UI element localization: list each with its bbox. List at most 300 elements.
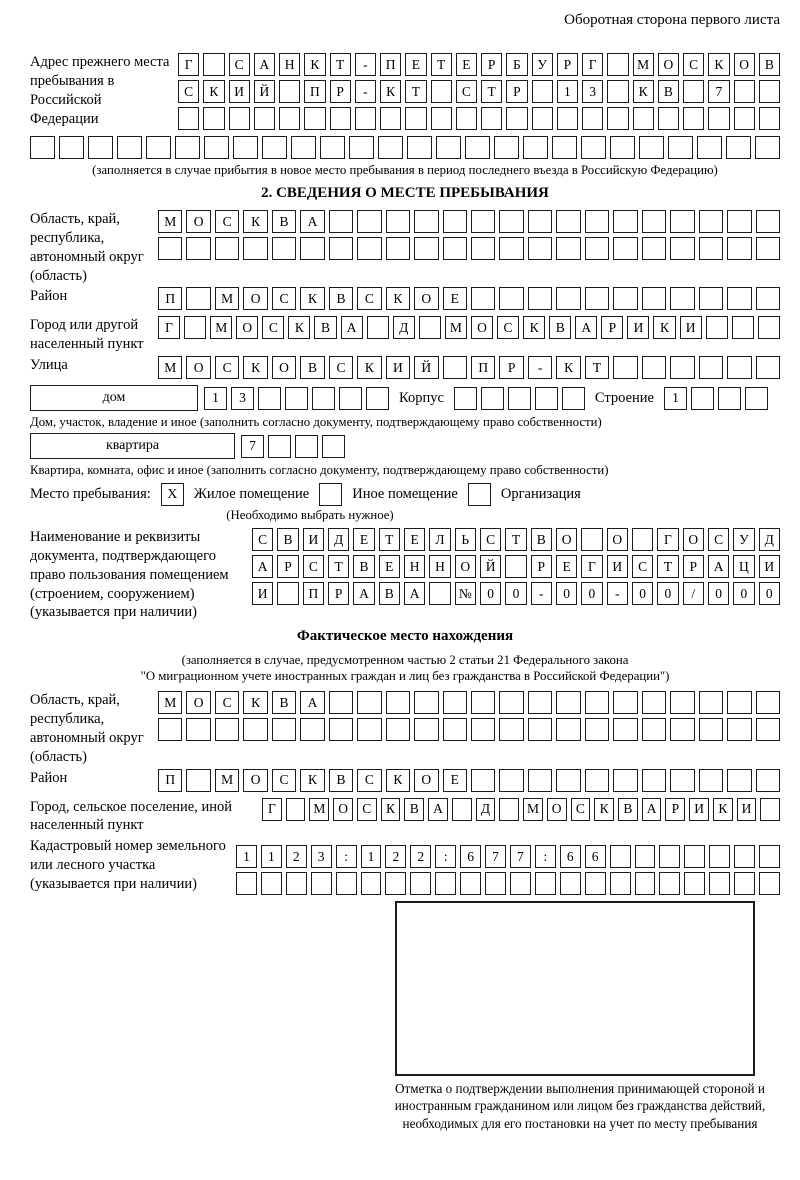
- char-cell[interactable]: О: [236, 316, 258, 339]
- char-cell[interactable]: 6: [460, 845, 481, 868]
- char-cell[interactable]: С: [497, 316, 519, 339]
- char-cell[interactable]: [756, 356, 780, 379]
- char-cell[interactable]: [610, 872, 631, 895]
- char-cell[interactable]: [357, 210, 381, 233]
- char-cell[interactable]: Е: [456, 53, 477, 76]
- char-cell[interactable]: [186, 237, 210, 260]
- char-cell[interactable]: -: [607, 582, 628, 605]
- char-cell[interactable]: Е: [404, 528, 425, 551]
- char-cell[interactable]: К: [633, 80, 654, 103]
- char-cell[interactable]: Й: [480, 555, 501, 578]
- char-cell[interactable]: К: [243, 356, 267, 379]
- char-cell[interactable]: [528, 210, 552, 233]
- char-cell[interactable]: Г: [582, 53, 603, 76]
- char-cell[interactable]: Р: [665, 798, 685, 821]
- char-cell[interactable]: [311, 872, 332, 895]
- char-cell[interactable]: А: [428, 798, 448, 821]
- char-cell[interactable]: [727, 356, 751, 379]
- char-cell[interactable]: [499, 718, 523, 741]
- char-cell[interactable]: Р: [683, 555, 704, 578]
- char-cell[interactable]: М: [210, 316, 232, 339]
- char-cell[interactable]: [485, 872, 506, 895]
- char-cell[interactable]: 3: [582, 80, 603, 103]
- char-cell[interactable]: 7: [510, 845, 531, 868]
- char-cell[interactable]: К: [523, 316, 545, 339]
- char-cell[interactable]: [727, 718, 751, 741]
- char-cell[interactable]: П: [380, 53, 401, 76]
- char-cell[interactable]: [329, 718, 353, 741]
- char-cell[interactable]: В: [618, 798, 638, 821]
- char-cell[interactable]: С: [571, 798, 591, 821]
- char-cell[interactable]: У: [532, 53, 553, 76]
- char-cell[interactable]: О: [414, 287, 438, 310]
- char-cell[interactable]: О: [607, 528, 628, 551]
- char-cell[interactable]: [613, 237, 637, 260]
- char-cell[interactable]: [759, 872, 780, 895]
- char-cell[interactable]: [635, 845, 656, 868]
- char-cell[interactable]: 1: [664, 387, 687, 410]
- char-cell[interactable]: [385, 872, 406, 895]
- char-cell[interactable]: 7: [241, 435, 264, 458]
- char-cell[interactable]: [699, 769, 723, 792]
- char-cell[interactable]: [291, 136, 316, 159]
- char-cell[interactable]: [556, 237, 580, 260]
- char-cell[interactable]: Г: [158, 316, 180, 339]
- char-cell[interactable]: [658, 107, 679, 130]
- char-cell[interactable]: [295, 435, 318, 458]
- char-cell[interactable]: А: [353, 582, 374, 605]
- char-cell[interactable]: [312, 387, 335, 410]
- char-cell[interactable]: [414, 237, 438, 260]
- char-cell[interactable]: А: [404, 582, 425, 605]
- char-cell[interactable]: [732, 316, 754, 339]
- char-cell[interactable]: [668, 136, 693, 159]
- char-cell[interactable]: [436, 136, 461, 159]
- char-cell[interactable]: Л: [429, 528, 450, 551]
- char-cell[interactable]: Г: [178, 53, 199, 76]
- char-cell[interactable]: [699, 210, 723, 233]
- char-cell[interactable]: [727, 210, 751, 233]
- char-cell[interactable]: [460, 872, 481, 895]
- char-cell[interactable]: [585, 287, 609, 310]
- char-cell[interactable]: [585, 691, 609, 714]
- char-cell[interactable]: С: [357, 769, 381, 792]
- char-cell[interactable]: Е: [443, 769, 467, 792]
- char-cell[interactable]: [535, 387, 558, 410]
- char-cell[interactable]: [414, 718, 438, 741]
- char-cell[interactable]: [59, 136, 84, 159]
- char-cell[interactable]: [759, 845, 780, 868]
- char-cell[interactable]: В: [329, 769, 353, 792]
- char-cell[interactable]: -: [531, 582, 552, 605]
- char-cell[interactable]: [734, 845, 755, 868]
- char-cell[interactable]: [642, 210, 666, 233]
- char-cell[interactable]: [357, 691, 381, 714]
- char-cell[interactable]: Й: [254, 80, 275, 103]
- char-cell[interactable]: С: [215, 210, 239, 233]
- char-cell[interactable]: [642, 769, 666, 792]
- char-cell[interactable]: С: [480, 528, 501, 551]
- char-cell[interactable]: [431, 107, 452, 130]
- char-cell[interactable]: М: [158, 356, 182, 379]
- char-cell[interactable]: Д: [393, 316, 415, 339]
- char-cell[interactable]: [499, 798, 519, 821]
- char-cell[interactable]: Т: [328, 555, 349, 578]
- char-cell[interactable]: Р: [330, 80, 351, 103]
- char-cell[interactable]: [709, 845, 730, 868]
- char-cell[interactable]: [158, 718, 182, 741]
- char-cell[interactable]: С: [708, 528, 729, 551]
- char-cell[interactable]: [699, 237, 723, 260]
- char-cell[interactable]: [585, 769, 609, 792]
- char-cell[interactable]: С: [303, 555, 324, 578]
- char-cell[interactable]: [613, 287, 637, 310]
- char-cell[interactable]: 2: [286, 845, 307, 868]
- char-cell[interactable]: 0: [505, 582, 526, 605]
- char-cell[interactable]: [471, 691, 495, 714]
- char-cell[interactable]: [236, 872, 257, 895]
- char-cell[interactable]: 0: [581, 582, 602, 605]
- char-cell[interactable]: [386, 210, 410, 233]
- char-cell[interactable]: 1: [236, 845, 257, 868]
- char-cell[interactable]: К: [381, 798, 401, 821]
- char-cell[interactable]: [268, 435, 291, 458]
- char-cell[interactable]: К: [653, 316, 675, 339]
- char-cell[interactable]: [709, 872, 730, 895]
- char-cell[interactable]: [683, 80, 704, 103]
- char-cell[interactable]: Ц: [733, 555, 754, 578]
- char-cell[interactable]: [204, 136, 229, 159]
- char-cell[interactable]: -: [355, 53, 376, 76]
- char-cell[interactable]: П: [304, 80, 325, 103]
- char-cell[interactable]: И: [737, 798, 757, 821]
- char-cell[interactable]: 3: [311, 845, 332, 868]
- char-cell[interactable]: В: [658, 80, 679, 103]
- stay-type-organization-checkbox[interactable]: [468, 483, 491, 506]
- char-cell[interactable]: В: [531, 528, 552, 551]
- char-cell[interactable]: М: [158, 210, 182, 233]
- char-cell[interactable]: 2: [385, 845, 406, 868]
- char-cell[interactable]: В: [272, 691, 296, 714]
- char-cell[interactable]: О: [734, 53, 755, 76]
- char-cell[interactable]: [355, 107, 376, 130]
- char-cell[interactable]: В: [300, 356, 324, 379]
- char-cell[interactable]: В: [404, 798, 424, 821]
- char-cell[interactable]: М: [523, 798, 543, 821]
- char-cell[interactable]: [659, 845, 680, 868]
- char-cell[interactable]: [300, 718, 324, 741]
- char-cell[interactable]: 0: [632, 582, 653, 605]
- char-cell[interactable]: [499, 210, 523, 233]
- char-cell[interactable]: 0: [733, 582, 754, 605]
- char-cell[interactable]: О: [547, 798, 567, 821]
- char-cell[interactable]: [670, 769, 694, 792]
- char-cell[interactable]: П: [158, 287, 182, 310]
- char-cell[interactable]: [552, 136, 577, 159]
- char-cell[interactable]: 2: [410, 845, 431, 868]
- char-cell[interactable]: [386, 718, 410, 741]
- char-cell[interactable]: [633, 107, 654, 130]
- char-cell[interactable]: Р: [499, 356, 523, 379]
- char-cell[interactable]: И: [759, 555, 780, 578]
- char-cell[interactable]: [419, 316, 441, 339]
- char-cell[interactable]: Т: [585, 356, 609, 379]
- char-cell[interactable]: [407, 136, 432, 159]
- char-cell[interactable]: [734, 107, 755, 130]
- char-cell[interactable]: К: [386, 769, 410, 792]
- char-cell[interactable]: М: [309, 798, 329, 821]
- char-cell[interactable]: [759, 107, 780, 130]
- char-cell[interactable]: 7: [708, 80, 729, 103]
- char-cell[interactable]: 1: [204, 387, 227, 410]
- char-cell[interactable]: [556, 718, 580, 741]
- char-cell[interactable]: К: [243, 691, 267, 714]
- char-cell[interactable]: [670, 210, 694, 233]
- char-cell[interactable]: [203, 107, 224, 130]
- char-cell[interactable]: Т: [379, 528, 400, 551]
- char-cell[interactable]: [380, 107, 401, 130]
- char-cell[interactable]: А: [575, 316, 597, 339]
- char-cell[interactable]: [585, 210, 609, 233]
- char-cell[interactable]: /: [683, 582, 704, 605]
- char-cell[interactable]: [508, 387, 531, 410]
- char-cell[interactable]: 0: [759, 582, 780, 605]
- char-cell[interactable]: С: [357, 798, 377, 821]
- char-cell[interactable]: Т: [481, 80, 502, 103]
- char-cell[interactable]: [414, 691, 438, 714]
- char-cell[interactable]: [229, 107, 250, 130]
- char-cell[interactable]: К: [386, 287, 410, 310]
- char-cell[interactable]: С: [252, 528, 273, 551]
- char-cell[interactable]: Е: [443, 287, 467, 310]
- char-cell[interactable]: [613, 356, 637, 379]
- char-cell[interactable]: Р: [277, 555, 298, 578]
- char-cell[interactable]: [670, 718, 694, 741]
- char-cell[interactable]: [708, 107, 729, 130]
- char-cell[interactable]: С: [632, 555, 653, 578]
- char-cell[interactable]: [670, 356, 694, 379]
- char-cell[interactable]: Р: [601, 316, 623, 339]
- char-cell[interactable]: Д: [328, 528, 349, 551]
- char-cell[interactable]: М: [215, 769, 239, 792]
- char-cell[interactable]: К: [300, 769, 324, 792]
- char-cell[interactable]: К: [300, 287, 324, 310]
- char-cell[interactable]: 1: [261, 845, 282, 868]
- char-cell[interactable]: Т: [505, 528, 526, 551]
- char-cell[interactable]: У: [733, 528, 754, 551]
- char-cell[interactable]: [243, 237, 267, 260]
- char-cell[interactable]: [262, 136, 287, 159]
- char-cell[interactable]: [734, 80, 755, 103]
- char-cell[interactable]: М: [158, 691, 182, 714]
- char-cell[interactable]: [755, 136, 780, 159]
- char-cell[interactable]: Р: [557, 53, 578, 76]
- char-cell[interactable]: О: [683, 528, 704, 551]
- char-cell[interactable]: Е: [405, 53, 426, 76]
- char-cell[interactable]: [726, 136, 751, 159]
- char-cell[interactable]: С: [215, 691, 239, 714]
- char-cell[interactable]: [405, 107, 426, 130]
- char-cell[interactable]: [562, 387, 585, 410]
- char-cell[interactable]: [452, 798, 472, 821]
- char-cell[interactable]: И: [607, 555, 628, 578]
- char-cell[interactable]: №: [455, 582, 476, 605]
- char-cell[interactable]: [699, 718, 723, 741]
- char-cell[interactable]: [610, 136, 635, 159]
- char-cell[interactable]: [261, 872, 282, 895]
- char-cell[interactable]: К: [203, 80, 224, 103]
- char-cell[interactable]: [146, 136, 171, 159]
- char-cell[interactable]: [435, 872, 456, 895]
- char-cell[interactable]: Т: [657, 555, 678, 578]
- char-cell[interactable]: [734, 872, 755, 895]
- char-cell[interactable]: [758, 316, 780, 339]
- char-cell[interactable]: [585, 718, 609, 741]
- char-cell[interactable]: А: [254, 53, 275, 76]
- char-cell[interactable]: [756, 691, 780, 714]
- char-cell[interactable]: [506, 107, 527, 130]
- char-cell[interactable]: :: [535, 845, 556, 868]
- char-cell[interactable]: [184, 316, 206, 339]
- char-cell[interactable]: [670, 287, 694, 310]
- char-cell[interactable]: [613, 769, 637, 792]
- char-cell[interactable]: [233, 136, 258, 159]
- char-cell[interactable]: О: [186, 210, 210, 233]
- char-cell[interactable]: [285, 387, 308, 410]
- char-cell[interactable]: С: [215, 356, 239, 379]
- char-cell[interactable]: [443, 210, 467, 233]
- char-cell[interactable]: [684, 872, 705, 895]
- char-cell[interactable]: [410, 872, 431, 895]
- char-cell[interactable]: [30, 136, 55, 159]
- char-cell[interactable]: С: [357, 287, 381, 310]
- char-cell[interactable]: Н: [279, 53, 300, 76]
- char-cell[interactable]: [158, 237, 182, 260]
- char-cell[interactable]: К: [357, 356, 381, 379]
- char-cell[interactable]: Н: [429, 555, 450, 578]
- char-cell[interactable]: И: [229, 80, 250, 103]
- char-cell[interactable]: [607, 107, 628, 130]
- char-cell[interactable]: [272, 237, 296, 260]
- char-cell[interactable]: [532, 80, 553, 103]
- char-cell[interactable]: [557, 107, 578, 130]
- char-cell[interactable]: К: [556, 356, 580, 379]
- char-cell[interactable]: [322, 435, 345, 458]
- char-cell[interactable]: Т: [405, 80, 426, 103]
- char-cell[interactable]: [556, 769, 580, 792]
- char-cell[interactable]: С: [272, 769, 296, 792]
- char-cell[interactable]: О: [455, 555, 476, 578]
- char-cell[interactable]: [203, 53, 224, 76]
- char-cell[interactable]: [632, 528, 653, 551]
- char-cell[interactable]: 6: [585, 845, 606, 868]
- char-cell[interactable]: [414, 210, 438, 233]
- char-cell[interactable]: [727, 287, 751, 310]
- char-cell[interactable]: -: [528, 356, 552, 379]
- char-cell[interactable]: [756, 287, 780, 310]
- char-cell[interactable]: [760, 798, 780, 821]
- char-cell[interactable]: [286, 798, 306, 821]
- stay-type-other-premise-checkbox[interactable]: [319, 483, 342, 506]
- char-cell[interactable]: [443, 356, 467, 379]
- char-cell[interactable]: [186, 718, 210, 741]
- char-cell[interactable]: [670, 237, 694, 260]
- char-cell[interactable]: О: [186, 356, 210, 379]
- char-cell[interactable]: [258, 387, 281, 410]
- char-cell[interactable]: [286, 872, 307, 895]
- char-cell[interactable]: В: [329, 287, 353, 310]
- char-cell[interactable]: С: [683, 53, 704, 76]
- char-cell[interactable]: А: [300, 691, 324, 714]
- char-cell[interactable]: К: [380, 80, 401, 103]
- char-cell[interactable]: [481, 107, 502, 130]
- char-cell[interactable]: [357, 237, 381, 260]
- char-cell[interactable]: [431, 80, 452, 103]
- char-cell[interactable]: В: [759, 53, 780, 76]
- char-cell[interactable]: [581, 528, 602, 551]
- char-cell[interactable]: [556, 287, 580, 310]
- char-cell[interactable]: [510, 872, 531, 895]
- char-cell[interactable]: О: [333, 798, 353, 821]
- char-cell[interactable]: 0: [480, 582, 501, 605]
- char-cell[interactable]: Р: [531, 555, 552, 578]
- char-cell[interactable]: [642, 356, 666, 379]
- char-cell[interactable]: -: [355, 80, 376, 103]
- char-cell[interactable]: [456, 107, 477, 130]
- char-cell[interactable]: [117, 136, 142, 159]
- char-cell[interactable]: Н: [404, 555, 425, 578]
- char-cell[interactable]: 0: [556, 582, 577, 605]
- char-cell[interactable]: Г: [262, 798, 282, 821]
- char-cell[interactable]: В: [549, 316, 571, 339]
- char-cell[interactable]: [186, 769, 210, 792]
- char-cell[interactable]: [706, 316, 728, 339]
- char-cell[interactable]: К: [713, 798, 733, 821]
- char-cell[interactable]: [454, 387, 477, 410]
- char-cell[interactable]: [642, 691, 666, 714]
- char-cell[interactable]: [560, 872, 581, 895]
- char-cell[interactable]: [610, 845, 631, 868]
- char-cell[interactable]: [670, 691, 694, 714]
- char-cell[interactable]: [471, 718, 495, 741]
- char-cell[interactable]: [613, 691, 637, 714]
- char-cell[interactable]: [528, 287, 552, 310]
- char-cell[interactable]: [300, 237, 324, 260]
- char-cell[interactable]: 1: [361, 845, 382, 868]
- char-cell[interactable]: Р: [506, 80, 527, 103]
- char-cell[interactable]: М: [633, 53, 654, 76]
- char-cell[interactable]: [471, 237, 495, 260]
- char-cell[interactable]: [759, 80, 780, 103]
- char-cell[interactable]: Е: [379, 555, 400, 578]
- char-cell[interactable]: К: [288, 316, 310, 339]
- char-cell[interactable]: [607, 80, 628, 103]
- char-cell[interactable]: [582, 107, 603, 130]
- char-cell[interactable]: О: [556, 528, 577, 551]
- char-cell[interactable]: С: [262, 316, 284, 339]
- char-cell[interactable]: О: [272, 356, 296, 379]
- char-cell[interactable]: [756, 769, 780, 792]
- char-cell[interactable]: [329, 237, 353, 260]
- char-cell[interactable]: А: [708, 555, 729, 578]
- char-cell[interactable]: [378, 136, 403, 159]
- char-cell[interactable]: [691, 387, 714, 410]
- char-cell[interactable]: [243, 718, 267, 741]
- char-cell[interactable]: [727, 691, 751, 714]
- char-cell[interactable]: [642, 237, 666, 260]
- char-cell[interactable]: К: [243, 210, 267, 233]
- char-cell[interactable]: 0: [657, 582, 678, 605]
